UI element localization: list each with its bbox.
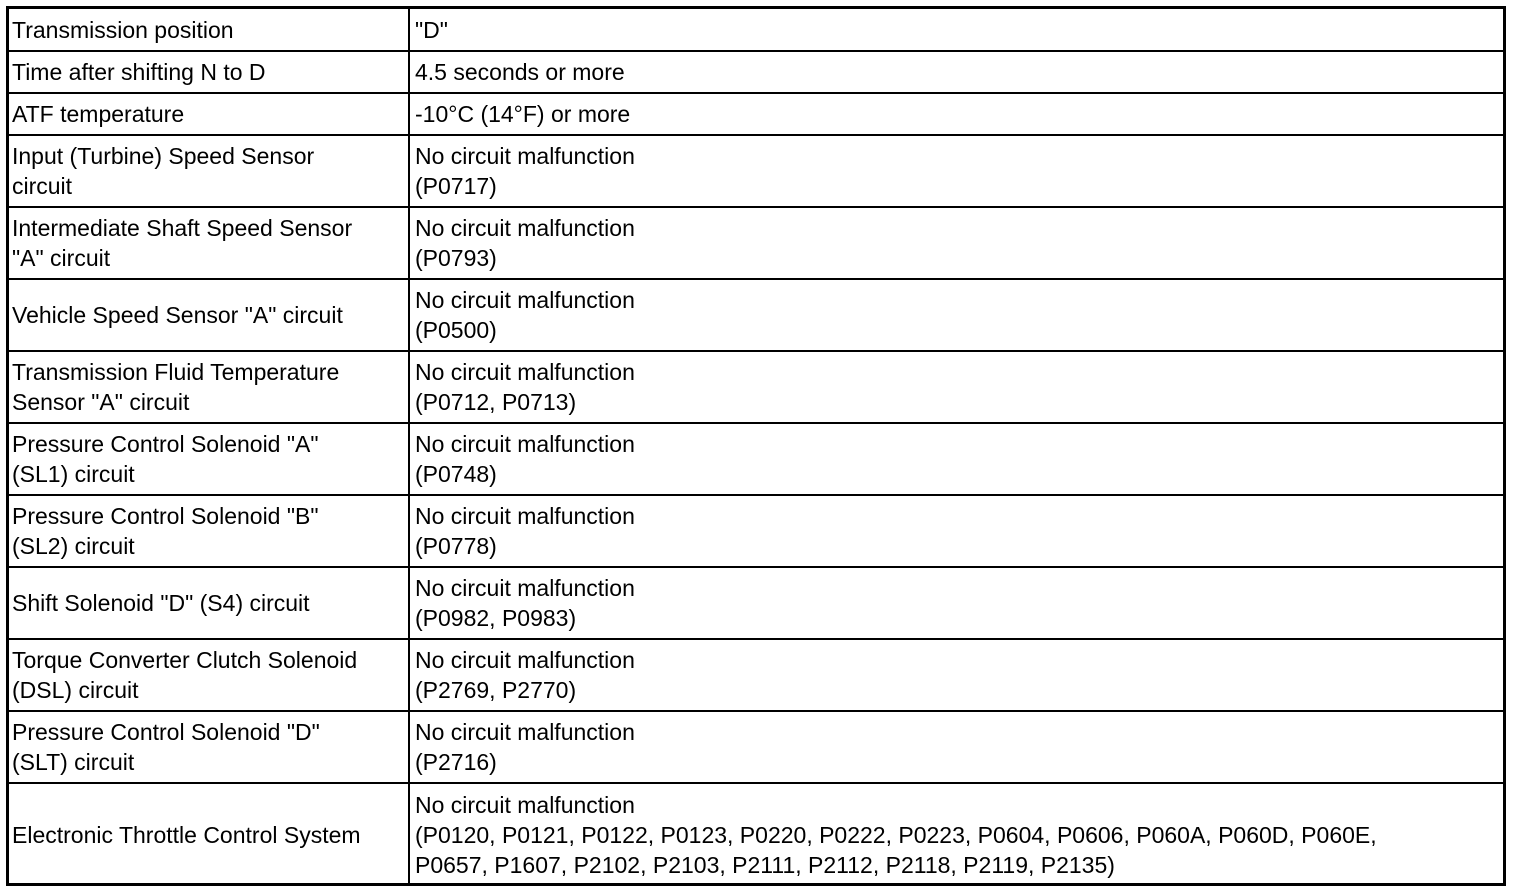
item-text: Vehicle Speed Sensor "A" circuit [12, 302, 343, 328]
item-cell [9, 711, 409, 783]
spec-text: "D" [415, 16, 448, 43]
item-cell [9, 9, 409, 51]
spec-text: No circuit malfunction [415, 647, 635, 673]
item-text: circuit [12, 173, 73, 199]
item-text: Shift Solenoid "D" (S4) circuit [12, 590, 310, 616]
spec-text: P0657, P1607, P2102, P2103, P2111, P2112, P2118, P2119, P2135) [415, 851, 1115, 878]
table-row [9, 783, 1503, 885]
item-text: Sensor "A" circuit [12, 389, 190, 415]
item-text: Transmission Fluid Temperature [12, 359, 340, 385]
table-row [9, 135, 1503, 207]
spec-text: (P0982, P0983) [415, 605, 577, 631]
item-text: (SL1) circuit [12, 461, 135, 487]
conditions-table [9, 9, 1503, 885]
table-row [9, 567, 1503, 639]
item-cell [9, 639, 409, 711]
item-text: Pressure Control Solenoid "D" [12, 719, 320, 745]
item-text: (DSL) circuit [12, 677, 139, 703]
item-cell [9, 135, 409, 207]
spec-text: (P2769, P2770) [415, 677, 577, 703]
spec-text: (P0748) [415, 461, 497, 487]
table-row [9, 51, 1503, 93]
table-row [9, 423, 1503, 495]
item-cell [9, 783, 409, 885]
spec-text: No circuit malfunction [415, 503, 635, 529]
spec-cell [409, 783, 1503, 885]
table-row [9, 711, 1503, 783]
conditions-table-body [9, 9, 1503, 885]
item-text: ATF temperature [12, 101, 185, 127]
spec-text: No circuit malfunction [415, 287, 635, 313]
spec-text: (P0712, P0713) [415, 389, 577, 415]
item-text: Electronic Throttle Control System [12, 821, 361, 848]
item-text: (SL2) circuit [12, 533, 135, 559]
spec-cell [409, 207, 1503, 279]
spec-text: (P0793) [415, 245, 497, 271]
table-row [9, 93, 1503, 135]
spec-cell [409, 135, 1503, 207]
spec-text: No circuit malfunction [415, 791, 635, 818]
conditions-table-frame [6, 6, 1506, 886]
spec-text: No circuit malfunction [415, 719, 635, 745]
table-row [9, 9, 1503, 51]
item-text: Input (Turbine) Speed Sensor [12, 143, 315, 169]
spec-text: No circuit malfunction [415, 575, 635, 601]
item-cell [9, 495, 409, 567]
table-row [9, 351, 1503, 423]
item-text: Torque Converter Clutch Solenoid [12, 647, 358, 673]
item-text: Time after shifting N to D [12, 59, 266, 85]
item-cell [9, 423, 409, 495]
item-text: Pressure Control Solenoid "B" [12, 503, 319, 529]
item-cell [9, 351, 409, 423]
spec-cell [409, 567, 1503, 639]
table-row [9, 279, 1503, 351]
spec-cell [409, 495, 1503, 567]
table-row [9, 639, 1503, 711]
spec-cell [409, 93, 1503, 135]
spec-text: (P0120, P0121, P0122, P0123, P0220, P0222, P0223, P0604, P0606, P060A, P060D, P060E, [415, 821, 1377, 848]
spec-text: No circuit malfunction [415, 431, 635, 457]
spec-cell [409, 351, 1503, 423]
spec-text: 4.5 seconds or more [415, 59, 625, 85]
spec-text: (P0717) [415, 173, 497, 199]
spec-cell [409, 711, 1503, 783]
spec-text: No circuit malfunction [415, 359, 635, 385]
item-text: Transmission position [12, 16, 234, 43]
item-cell [9, 567, 409, 639]
spec-text: (P0778) [415, 533, 497, 559]
spec-cell [409, 51, 1503, 93]
item-cell [9, 93, 409, 135]
spec-cell [409, 9, 1503, 51]
item-text: Pressure Control Solenoid "A" [12, 431, 319, 457]
table-row [9, 207, 1503, 279]
item-text: "A" circuit [12, 245, 111, 271]
spec-text: No circuit malfunction [415, 215, 635, 241]
spec-text: -10°C (14°F) or more [415, 101, 631, 127]
item-cell [9, 279, 409, 351]
item-text: Intermediate Shaft Speed Sensor [12, 215, 353, 241]
spec-text: (P0500) [415, 317, 497, 343]
item-cell [9, 51, 409, 93]
spec-cell [409, 423, 1503, 495]
table-row [9, 495, 1503, 567]
spec-cell [409, 639, 1503, 711]
spec-text: (P2716) [415, 749, 497, 775]
spec-text: No circuit malfunction [415, 143, 635, 169]
item-text: (SLT) circuit [12, 749, 135, 775]
item-cell [9, 207, 409, 279]
spec-cell [409, 279, 1503, 351]
